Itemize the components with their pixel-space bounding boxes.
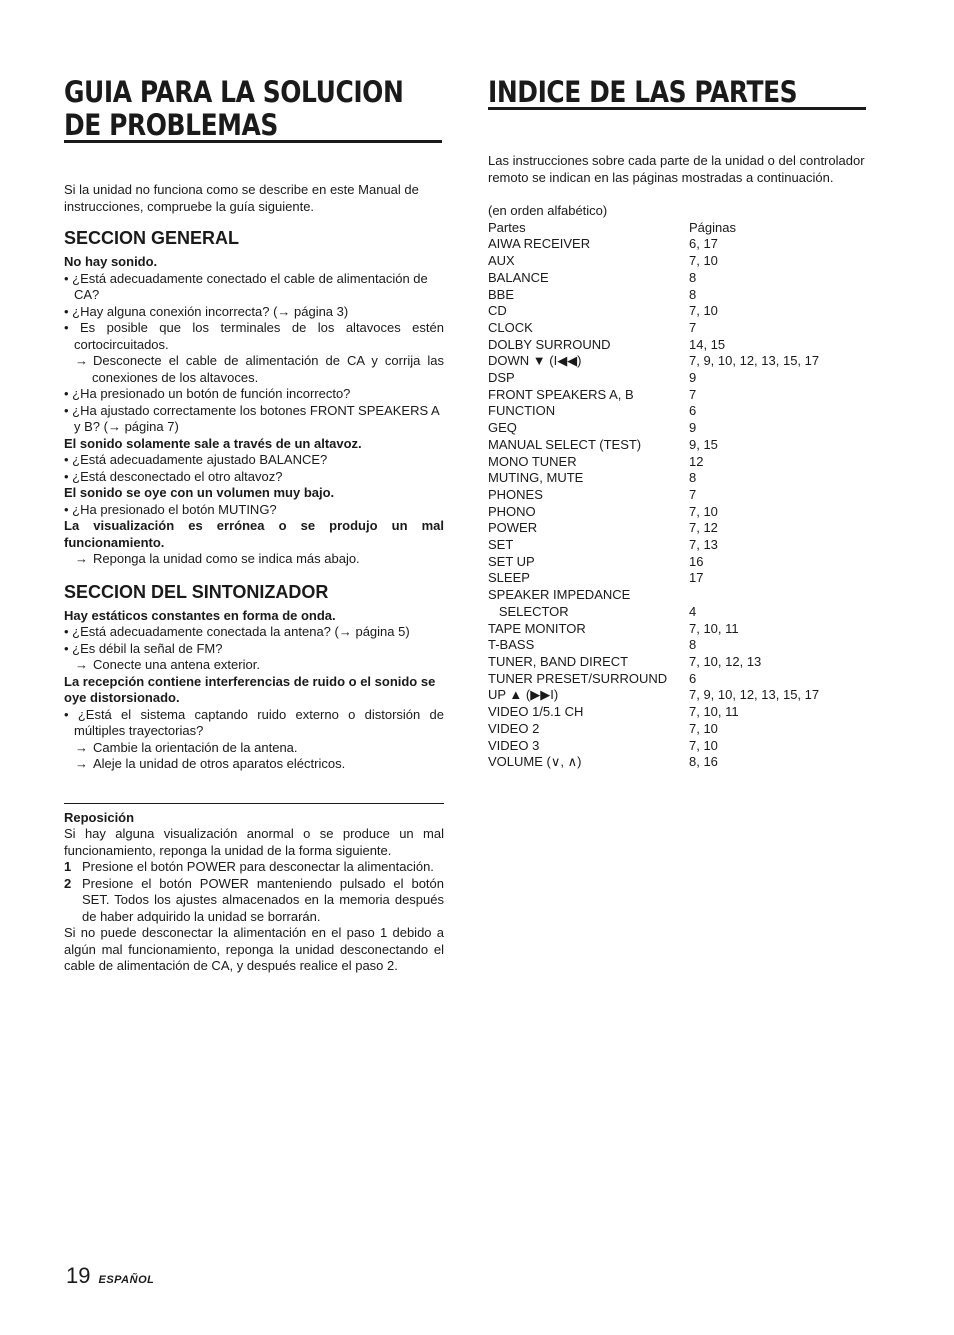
table-row <box>488 721 819 738</box>
part-name: AIWA RECEIVER <box>488 236 591 252</box>
part-pages: 6 <box>689 670 697 686</box>
part-name: VIDEO 3 <box>488 737 540 753</box>
troubleshooting-title: GUIA PARA LA SOLUCION DE PROBLEMAS <box>64 75 404 142</box>
troubleshooting-intro: Si la unidad no funciona como se describe en este Manual de instrucciones, compruebe la guía siguiente. <box>64 182 419 214</box>
table-row <box>488 504 819 521</box>
table-row <box>488 287 819 304</box>
part-pages: 7, 10 <box>689 253 718 269</box>
table-row <box>488 654 819 671</box>
part-name: VIDEO 1/5.1 CH <box>488 704 584 720</box>
check-item: • ¿Ha presionado un botón de función incorrecto? <box>64 386 444 403</box>
parts-index-title: INDICE DE LAS PARTES <box>488 75 798 109</box>
part-pages: 7, 10, 12, 13 <box>689 653 762 669</box>
table-row <box>488 537 819 554</box>
check-item: • ¿Está adecuadamente ajustado BALANCE? <box>64 452 444 469</box>
part-pages: 7 <box>689 486 697 502</box>
arrow-right-icon: → <box>75 353 88 368</box>
part-pages: 7, 10 <box>689 737 718 753</box>
check-item: • ¿Está adecuadamente conectada la antena? (→ página 5) <box>64 624 444 641</box>
question-low-volume: El sonido se oye con un volumen muy bajo. <box>64 485 335 500</box>
alphabetical-note: (en orden alfabético) <box>488 203 608 218</box>
reset-heading: Reposición <box>64 809 135 825</box>
table-row <box>488 470 819 487</box>
part-pages: 8 <box>689 637 697 653</box>
check-item: • ¿Ha ajustado correctamente los botones FRONT SPEAKERS A y B? (→ página 7) <box>64 403 444 436</box>
part-name: TUNER, BAND DIRECT <box>488 653 629 669</box>
solution-item <box>64 551 444 568</box>
part-pages: 7, 9, 10, 12, 13, 15, 17 <box>689 353 820 369</box>
reset-step-2 <box>64 876 444 926</box>
solution-item <box>64 740 444 757</box>
question-interference: La recepción contiene interferencias de ruido o el sonido se oye distorsionado. <box>64 673 436 705</box>
part-pages: 7, 9, 10, 12, 13, 15, 17 <box>689 687 820 703</box>
table-row <box>488 403 819 420</box>
part-name: POWER <box>488 520 538 536</box>
question-display-error: La visualización es errónea o se produjo un mal funcionamiento. <box>64 518 444 550</box>
table-row <box>488 687 819 704</box>
column-header-pages: Páginas <box>689 219 736 235</box>
part-pages: 7, 10, 11 <box>689 620 739 636</box>
question-static: Hay estáticos constantes en forma de onda. <box>64 607 336 623</box>
part-pages <box>689 587 819 604</box>
table-row <box>488 704 819 721</box>
table-row <box>488 437 819 454</box>
part-name: TAPE MONITOR <box>488 620 586 636</box>
step-number: 2 <box>64 875 72 891</box>
part-pages: 12 <box>689 453 704 469</box>
check-item: • ¿Está desconectado el otro altavoz? <box>64 469 444 486</box>
table-row <box>488 454 819 471</box>
part-name: CLOCK <box>488 319 533 335</box>
arrow-right-icon: → <box>75 551 88 566</box>
part-pages: 8 <box>689 286 697 302</box>
part-pages: 7, 13 <box>689 537 718 553</box>
part-name: SLEEP <box>488 570 530 586</box>
part-pages: 17 <box>689 570 704 586</box>
reset-note: Si no puede desconectar la alimentación en el paso 1 debido a algún mal funcionamiento, reponga la unidad desconectando el cable de alimentación de CA, y después realice el paso 2. <box>64 925 444 973</box>
part-name: PHONES <box>488 486 543 502</box>
table-row <box>488 520 819 537</box>
general-section-heading: SECCION GENERAL <box>64 228 240 248</box>
solution-text: Desconecte el cable de alimentación de CA y corrija las conexiones de los altavoces. <box>92 353 444 385</box>
part-pages: 14, 15 <box>689 336 726 352</box>
check-item: • ¿Está adecuadamente conectado el cable de alimentación de CA? <box>64 271 444 304</box>
step-number: 1 <box>64 859 72 874</box>
part-name: UP ▲ (▶▶I) <box>488 687 559 703</box>
part-pages: 6 <box>689 403 697 419</box>
arrow-right-icon: → <box>75 657 88 672</box>
part-pages: 7, 10 <box>689 720 718 736</box>
table-row <box>488 353 819 370</box>
tuner-section-heading: SECCION DEL SINTONIZADOR <box>64 581 329 602</box>
language-label: ESPAÑOL <box>98 1274 155 1286</box>
part-name: AUX <box>488 253 515 269</box>
table-row <box>488 236 819 253</box>
parts-index-intro: Las instrucciones sobre cada parte de la unidad o del controlador remoto se indican en las páginas mostradas a continuación. <box>488 153 865 185</box>
table-row <box>488 420 819 437</box>
part-pages: 9, 15 <box>689 436 718 452</box>
part-name: T-BASS <box>488 637 535 653</box>
check-item: • ¿Es débil la señal de FM? <box>64 641 444 658</box>
part-name: BBE <box>488 286 515 302</box>
arrow-right-icon: → <box>75 756 88 771</box>
part-name: SET <box>488 537 514 553</box>
part-pages: 7 <box>689 386 697 402</box>
reset-block <box>64 803 444 975</box>
right-column <box>488 74 868 771</box>
solution-text: Aleje la unidad de otros aparatos eléctricos. <box>93 756 346 771</box>
part-pages: 7, 10 <box>689 303 718 319</box>
table-note-row <box>488 203 819 220</box>
solution-item <box>64 353 444 386</box>
part-name: GEQ <box>488 420 517 436</box>
check-item: • ¿Hay alguna conexión incorrecta? (→ página 3) <box>64 304 444 321</box>
part-name: SELECTOR <box>488 603 569 619</box>
check-item: • ¿Ha presionado el botón MUTING? <box>64 502 444 519</box>
part-name: MONO TUNER <box>488 453 577 469</box>
part-name: DSP <box>488 370 515 386</box>
part-name: MANUAL SELECT (TEST) <box>488 436 642 452</box>
table-row <box>488 570 819 587</box>
solution-text: Conecte una antena exterior. <box>93 657 260 672</box>
table-row <box>488 587 819 604</box>
step-text: Presione el botón POWER para desconectar la alimentación. <box>82 859 434 874</box>
page-number: 19 <box>66 1263 91 1288</box>
table-header-row <box>488 220 819 237</box>
question-one-speaker: El sonido solamente sale a través de un altavoz. <box>64 435 362 451</box>
left-column <box>64 74 444 975</box>
question-no-sound: No hay sonido. <box>64 254 158 269</box>
troubleshooting-title-box <box>64 74 442 143</box>
table-row <box>488 671 819 688</box>
table-row <box>488 270 819 287</box>
part-name: DOWN ▼ (I◀◀) <box>488 353 582 369</box>
table-row <box>488 637 819 654</box>
part-pages: 8, 16 <box>689 754 718 770</box>
part-name: BALANCE <box>488 269 549 285</box>
part-pages: 8 <box>689 269 697 285</box>
solution-item <box>64 657 444 674</box>
part-pages: 4 <box>689 603 697 619</box>
step-text: Presione el botón POWER manteniendo pulsado el botón SET. Todos los ajustes almacenados en la memoria después de haber adquirido la unidad se borrarán. <box>82 875 444 924</box>
table-row <box>488 370 819 387</box>
page-footer <box>66 1263 155 1289</box>
check-item: • Es posible que los terminales de los altavoces estén cortocircuitados. <box>64 320 444 353</box>
part-pages: 7, 10 <box>689 503 718 519</box>
part-name: FUNCTION <box>488 403 556 419</box>
part-name: FRONT SPEAKERS A, B <box>488 386 634 402</box>
part-pages: 6, 17 <box>689 236 718 252</box>
solution-text: Reponga la unidad como se indica más abajo. <box>93 551 360 566</box>
part-name: SPEAKER IMPEDANCE <box>488 587 631 603</box>
table-row <box>488 754 819 771</box>
part-name: TUNER PRESET/SURROUND <box>488 670 668 686</box>
solution-text: Cambie la orientación de la antena. <box>93 739 298 755</box>
part-pages: 7, 12 <box>689 520 718 536</box>
part-name: VIDEO 2 <box>488 720 540 736</box>
table-row <box>488 320 819 337</box>
parts-table <box>488 203 819 771</box>
part-pages: 16 <box>689 553 704 569</box>
table-row <box>488 604 819 621</box>
table-row <box>488 387 819 404</box>
part-pages: 9 <box>689 370 697 386</box>
solution-item <box>64 756 444 773</box>
check-item: • ¿Está el sistema captando ruido externo o distorsión de múltiples trayectorias? <box>64 707 444 740</box>
part-pages: 7, 10, 11 <box>689 704 739 720</box>
table-row <box>488 303 819 320</box>
column-header-parts: Partes <box>488 219 526 235</box>
table-row <box>488 487 819 504</box>
part-name: PHONO <box>488 503 536 519</box>
table-row <box>488 621 819 638</box>
arrow-right-icon: → <box>75 739 88 755</box>
table-row <box>488 253 819 270</box>
reset-intro: Si hay alguna visualización anormal o se produce un mal funcionamiento, reponga la unidad de la forma siguiente. <box>64 826 444 858</box>
table-row <box>488 337 819 354</box>
part-name: MUTING, MUTE <box>488 470 584 486</box>
part-pages: 8 <box>689 470 697 486</box>
table-row <box>488 738 819 755</box>
part-name: VOLUME (∨, ∧) <box>488 754 582 770</box>
parts-index-title-box <box>488 74 866 110</box>
part-name: SET UP <box>488 553 535 569</box>
reset-step-1 <box>64 859 444 876</box>
part-name: CD <box>488 303 507 319</box>
part-name: DOLBY SURROUND <box>488 336 611 352</box>
table-row <box>488 554 819 571</box>
part-pages: 9 <box>689 420 697 436</box>
part-pages: 7 <box>689 319 697 335</box>
